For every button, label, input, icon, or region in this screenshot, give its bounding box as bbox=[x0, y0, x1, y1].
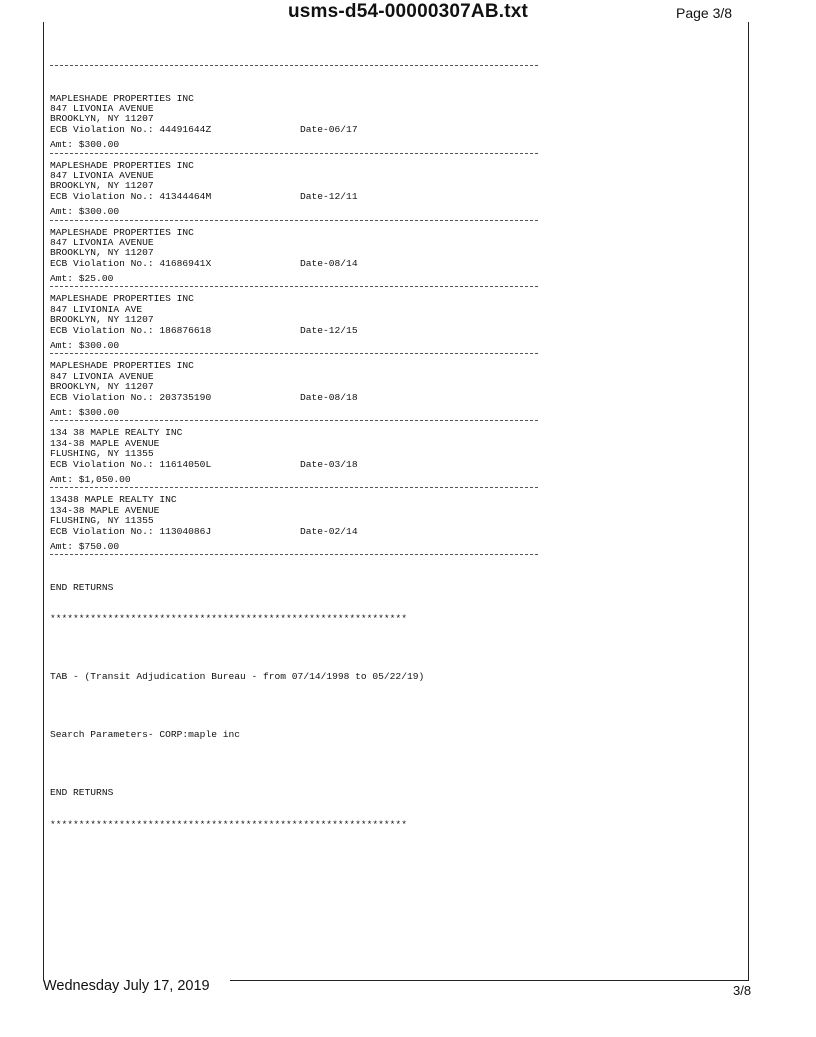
record-city: BROOKLYN, NY 11207 bbox=[50, 381, 154, 393]
tab-line: TAB - (Transit Adjudication Bureau - from 07/14/1998 to 05/22/19) bbox=[50, 671, 425, 683]
end-returns: END RETURNS bbox=[50, 787, 114, 799]
document-title: usms-d54-00000307AB.txt bbox=[287, 1, 529, 22]
star-divider: ************************************************************** bbox=[50, 818, 407, 830]
record-name: MAPLESHADE PROPERTIES INC bbox=[50, 159, 194, 171]
record-address: 847 LIVIONIA AVE bbox=[50, 303, 143, 315]
end-returns: END RETURNS bbox=[50, 582, 114, 594]
record-violation-number: ECB Violation No.: 41344464M bbox=[50, 190, 212, 202]
violation-record bbox=[50, 94, 570, 160]
violation-record bbox=[50, 495, 570, 561]
record-name: MAPLESHADE PROPERTIES INC bbox=[50, 226, 194, 238]
search-parameters: Search Parameters- CORP:maple inc bbox=[50, 729, 240, 741]
record-amount: Amt: $750.00 bbox=[50, 540, 120, 552]
page-indicator: Page 3/8 bbox=[676, 5, 733, 21]
separator bbox=[50, 353, 538, 360]
footer-date: Wednesday July 17, 2019 bbox=[43, 978, 210, 994]
footer-page-number: 3/8 bbox=[733, 983, 752, 998]
record-address: 134-38 MAPLE AVENUE bbox=[50, 437, 160, 449]
record-violation-row bbox=[50, 393, 570, 403]
record-date: Date-02/14 bbox=[300, 525, 358, 537]
record-violation-number: ECB Violation No.: 186876618 bbox=[50, 324, 212, 336]
record-city: BROOKLYN, NY 11207 bbox=[50, 247, 154, 259]
record-violation-row bbox=[50, 259, 570, 269]
record-violation-number: ECB Violation No.: 11304086J bbox=[50, 525, 212, 537]
separator bbox=[50, 65, 538, 72]
record-violation-row bbox=[50, 460, 570, 470]
record-date: Date-08/18 bbox=[300, 391, 358, 403]
record-date: Date-12/11 bbox=[300, 190, 358, 202]
document-body bbox=[50, 42, 570, 840]
separator bbox=[50, 286, 538, 293]
record-city: BROOKLYN, NY 11207 bbox=[50, 113, 154, 125]
record-date: Date-12/15 bbox=[300, 324, 358, 336]
separator bbox=[50, 554, 538, 561]
record-amount: Amt: $25.00 bbox=[50, 273, 114, 285]
record-amount: Amt: $1,050.00 bbox=[50, 473, 131, 485]
record-address: 134-38 MAPLE AVENUE bbox=[50, 504, 160, 516]
record-date: Date-06/17 bbox=[300, 123, 358, 135]
record-violation-number: ECB Violation No.: 44491644Z bbox=[50, 123, 212, 135]
violation-record bbox=[50, 361, 570, 427]
frame-bottom-border bbox=[230, 980, 749, 981]
record-name: MAPLESHADE PROPERTIES INC bbox=[50, 360, 194, 372]
record-name: 134 38 MAPLE REALTY INC bbox=[50, 427, 183, 439]
record-date: Date-03/18 bbox=[300, 458, 358, 470]
star-divider: ************************************************************** bbox=[50, 613, 407, 625]
record-violation-row bbox=[50, 326, 570, 336]
record-name: 13438 MAPLE REALTY INC bbox=[50, 494, 177, 506]
record-date: Date-08/14 bbox=[300, 257, 358, 269]
record-amount: Amt: $300.00 bbox=[50, 206, 120, 218]
record-address: 847 LIVONIA AVENUE bbox=[50, 103, 154, 115]
record-violation-number: ECB Violation No.: 11614050L bbox=[50, 458, 212, 470]
violation-record bbox=[50, 428, 570, 494]
record-name: MAPLESHADE PROPERTIES INC bbox=[50, 293, 194, 305]
record-list bbox=[50, 94, 570, 562]
record-violation-row bbox=[50, 527, 570, 537]
record-amount: Amt: $300.00 bbox=[50, 340, 120, 352]
frame-left-border bbox=[43, 22, 44, 980]
separator bbox=[50, 220, 538, 227]
record-address: 847 LIVONIA AVENUE bbox=[50, 236, 154, 248]
frame-right-border bbox=[748, 22, 749, 980]
record-city: BROOKLYN, NY 11207 bbox=[50, 180, 154, 192]
record-violation-number: ECB Violation No.: 41686941X bbox=[50, 257, 212, 269]
record-violation-row bbox=[50, 125, 570, 135]
violation-record bbox=[50, 161, 570, 227]
record-city: FLUSHING, NY 11355 bbox=[50, 448, 154, 460]
record-amount: Amt: $300.00 bbox=[50, 407, 120, 418]
record-address: 847 LIVONIA AVENUE bbox=[50, 370, 154, 382]
separator bbox=[50, 420, 538, 427]
record-name: MAPLESHADE PROPERTIES INC bbox=[50, 92, 194, 104]
separator bbox=[50, 487, 538, 494]
record-city: BROOKLYN, NY 11207 bbox=[50, 314, 154, 326]
record-city: FLUSHING, NY 11355 bbox=[50, 515, 154, 527]
record-violation-number: ECB Violation No.: 203735190 bbox=[50, 391, 212, 403]
record-violation-row bbox=[50, 192, 570, 202]
record-amount: Amt: $300.00 bbox=[50, 139, 120, 151]
separator bbox=[50, 153, 538, 160]
record-address: 847 LIVONIA AVENUE bbox=[50, 169, 154, 181]
violation-record bbox=[50, 228, 570, 294]
violation-record bbox=[50, 294, 570, 360]
